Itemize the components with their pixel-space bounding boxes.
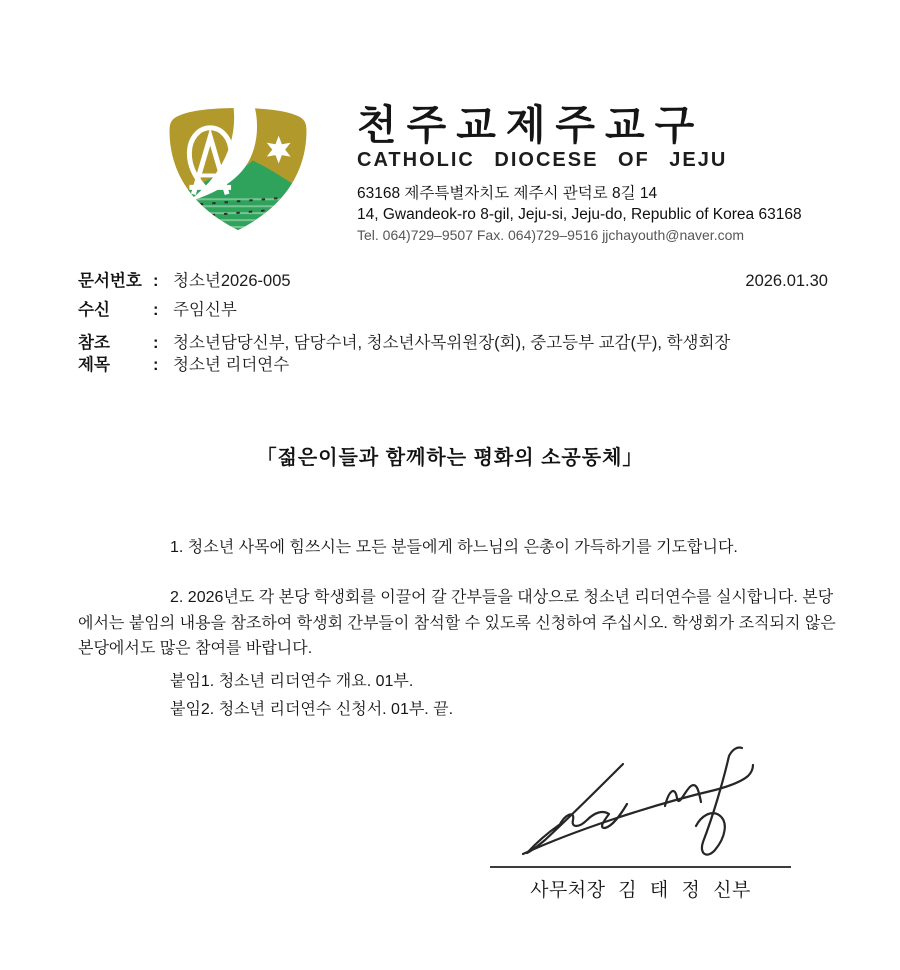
doc-no-label: 문서번호 [78,272,142,290]
address-english: 14, Gwandeok-ro 8-gil, Jeju-si, Jeju-do, Republic of Korea 63168 [357,206,802,224]
signature-line [490,866,791,868]
cc-label: 참조 [78,334,110,352]
to-value: 주임신부 [173,301,237,319]
org-block [357,103,857,243]
attachment-item-2: 붙임2. 청소년 리더연수 신청서. 01부. 끝. [170,701,454,718]
contact-line: Tel. 064)729–9507 Fax. 064)729–9516 jjchayouth@naver.com [357,227,745,244]
attachments-list [170,668,453,724]
paragraph-1: 1. 청소년 사목에 힘쓰시는 모든 분들에게 하느님의 은총이 가득하기를 기도합니다. [170,539,738,556]
doc-no-value: 청소년2026-005 [173,272,291,290]
to-colon: : [153,301,159,319]
signer-name: 사무처장 김 태 정 신부 [530,880,751,901]
document-date: 2026.01.30 [745,272,828,290]
meta-row-doc-no [78,271,840,292]
subject-value: 청소년 리더연수 [173,356,290,374]
paragraph-2: 2. 2026년도 각 본당 학생회를 이끌어 갈 간부들을 대상으로 청소년 리더연수를 실시합니다. 본당에서는 붙임의 내용을 참조하여 학생회 간부들이 참석할 수 있도록 신청하여 주십시오. 학생회가 조직되지 않은 본당에서도 많은 참여를 바랍니다. [78,589,836,657]
subject-label: 제목 [78,356,110,374]
org-name-english: CATHOLIC DIOCESE OF JEJU [357,149,728,172]
cc-value: 청소년담당신부, 담당수녀, 청소년사목위원장(회), 중고등부 교감(무), 학생회장 [173,334,731,352]
meta-row-cc [78,332,840,354]
subject-colon: : [153,356,159,374]
cc-colon: : [153,334,159,352]
diocese-logo [163,104,313,233]
meta-row-subject [78,355,840,376]
diocese-shield-icon [163,104,313,233]
attachment-item-1: 붙임1. 청소년 리더연수 개요. 01부. [170,673,414,690]
document-meta [78,271,840,376]
to-label: 수신 [78,301,110,319]
letter-headline: 「젊은이들과 함께하는 평화의 소공동체」 [256,447,644,469]
meta-row-to [78,300,840,321]
org-name-korean: 천주교제주교구 [357,102,705,148]
address-korean: 63168 제주특별자치도 제주시 관덕로 8길 14 [357,185,658,203]
doc-no-colon: : [153,272,159,290]
handwritten-signature [515,742,785,864]
